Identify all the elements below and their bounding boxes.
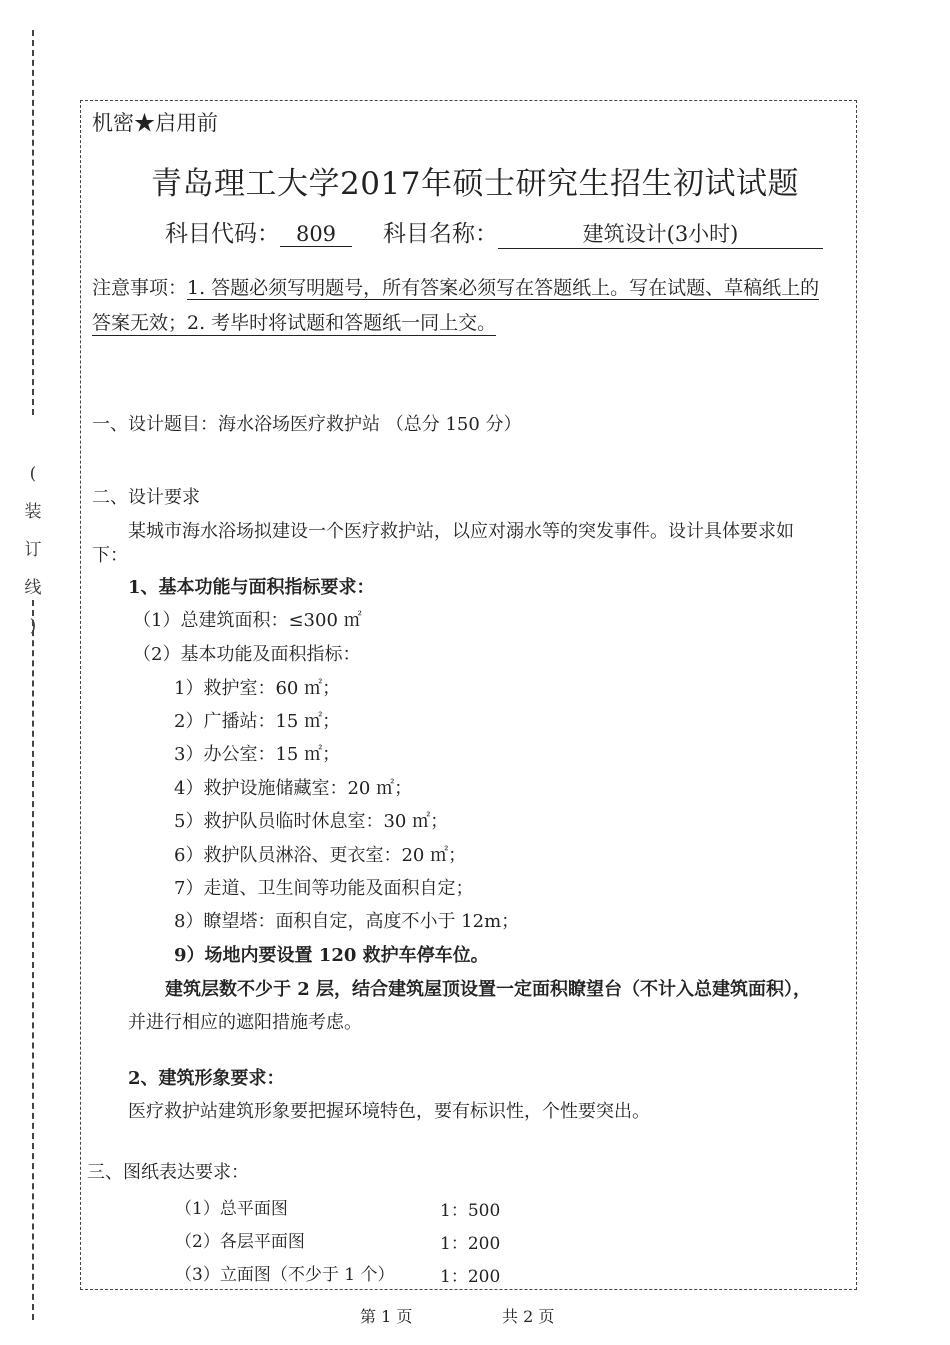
section-3-heading: 三、图纸表达要求： bbox=[87, 1162, 249, 1183]
list-item: 2）广播站：15 ㎡； bbox=[174, 711, 341, 732]
section-1-design-topic: 一、设计题目：海水浴场医疗救护站 （总分 150 分） bbox=[92, 414, 522, 435]
list-item: 4）救护设施储藏室：20 ㎡； bbox=[174, 778, 413, 799]
requirement-2-heading: 2、建筑形象要求： bbox=[128, 1068, 285, 1089]
list-item: 3）办公室：15 ㎡； bbox=[174, 744, 341, 765]
notice-line-1 bbox=[92, 273, 819, 300]
function-area-item: （2）基本功能及面积指标： bbox=[133, 644, 361, 665]
list-item: 7）走道、卫生间等功能及面积自定； bbox=[174, 878, 474, 899]
notice-line-2: 答案无效；2. 考毕时将试题和答题纸一同上交。 bbox=[92, 308, 496, 336]
binding-char: 订 bbox=[24, 540, 42, 560]
list-item: 8）瞭望塔：面积自定，高度不小于 12m； bbox=[174, 911, 520, 932]
section-2-intro-2: 下： bbox=[92, 545, 128, 566]
exam-title: 青岛理工大学2017年硕士研究生招生初试试题 bbox=[151, 166, 799, 202]
requirement-1-heading: 1、基本功能与面积指标要求： bbox=[128, 577, 375, 598]
binding-char: ( bbox=[29, 464, 37, 484]
total-area-item: （1）总建筑面积：≤300 ㎡ bbox=[133, 610, 362, 631]
section-2-intro-1: 某城市海水浴场拟建设一个医疗救护站，以应对溺水等的突发事件。设计具体要求如 bbox=[128, 521, 794, 542]
subject-code bbox=[165, 215, 352, 248]
binding-char: ) bbox=[29, 616, 37, 636]
floor-note-1: 建筑层数不少于 2 层，结合建筑屋顶设置一定面积瞭望台（不计入总建筑面积）， bbox=[165, 979, 812, 1000]
binding-char: 线 bbox=[24, 578, 42, 598]
confidential-mark: 机密★启用前 bbox=[92, 111, 218, 135]
drawing-scale: 1：200 bbox=[440, 1234, 501, 1254]
notice-text: 1. 答题必须写明题号，所有答案必须写在答题纸上。写在试题、草稿纸上的 bbox=[187, 277, 820, 299]
subject-code-label: 科目代码： bbox=[165, 221, 280, 247]
binding-char: 装 bbox=[24, 502, 42, 522]
floor-note-2: 并进行相应的遮阳措施考虑。 bbox=[128, 1012, 362, 1033]
requirement-2-text: 医疗救护站建筑形象要把握环境特色，要有标识性，个性要突出。 bbox=[128, 1101, 650, 1122]
page-number: 第 1 页 bbox=[360, 1307, 413, 1326]
drawing-scale: 1：500 bbox=[440, 1201, 501, 1221]
drawing-name: （3）立面图（不少于 1 个） bbox=[175, 1265, 395, 1285]
subject-name-label: 科目名称： bbox=[383, 221, 498, 247]
drawing-scale: 1：200 bbox=[440, 1267, 501, 1287]
section-2-heading: 二、设计要求 bbox=[92, 487, 200, 508]
page-total: 共 2 页 bbox=[502, 1307, 555, 1326]
subject-code-value: 809 bbox=[280, 222, 352, 247]
binding-line-top bbox=[32, 30, 34, 415]
drawing-name: （1）总平面图 bbox=[175, 1199, 288, 1219]
list-item: 9）场地内要设置 120 救护车停车位。 bbox=[174, 945, 489, 966]
list-item: 1）救护室：60 ㎡； bbox=[174, 678, 341, 699]
list-item: 5）救护队员临时休息室：30 ㎡； bbox=[174, 811, 449, 832]
notice-label: 注意事项： bbox=[92, 277, 188, 299]
subject-name bbox=[383, 215, 823, 249]
subject-name-value: 建筑设计(3小时) bbox=[498, 218, 823, 249]
list-item: 6）救护队员淋浴、更衣室：20 ㎡； bbox=[174, 845, 467, 866]
drawing-name: （2）各层平面图 bbox=[175, 1232, 305, 1252]
binding-line-bottom bbox=[32, 600, 34, 1320]
